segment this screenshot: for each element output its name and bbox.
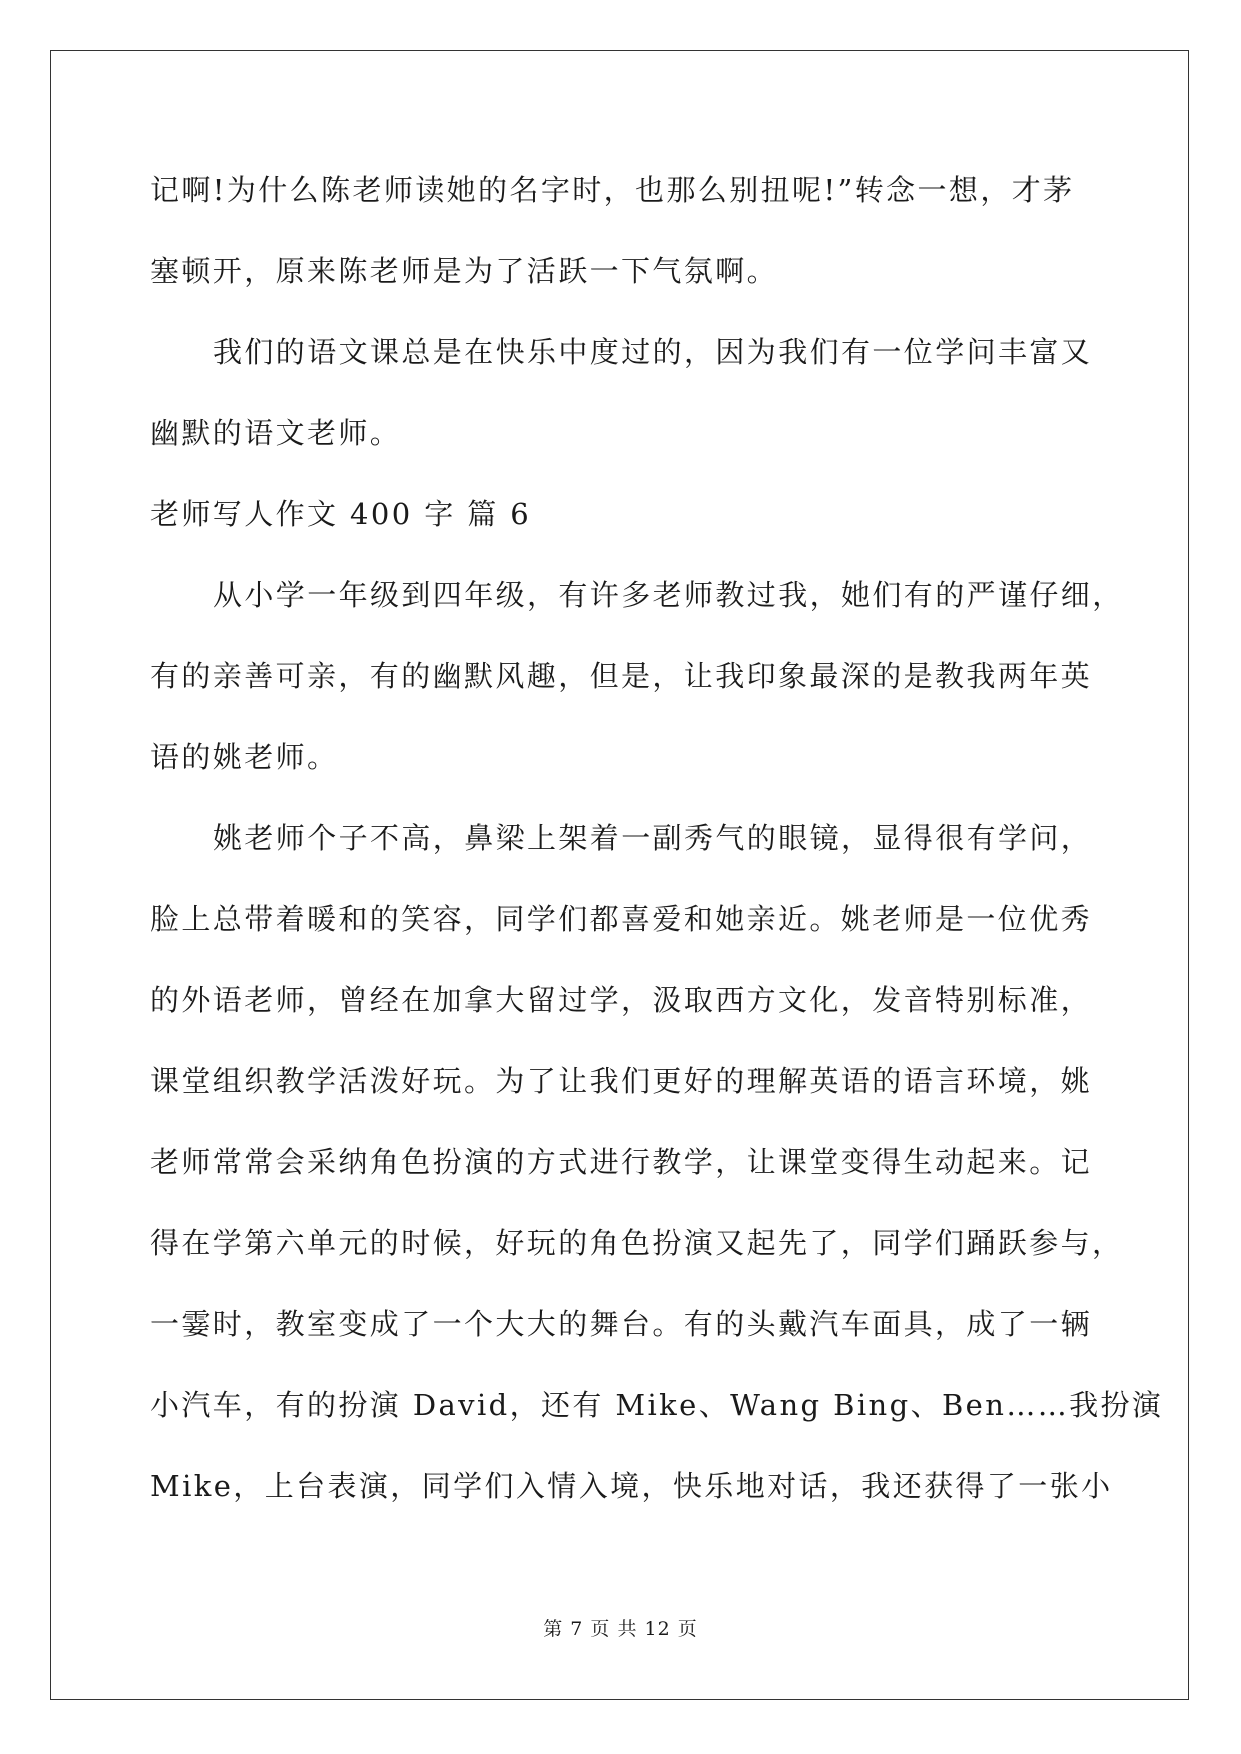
text-line: 脸上总带着暖和的笑容，同学们都喜爱和她亲近。姚老师是一位优秀 <box>150 902 1093 936</box>
page-number-footer: 第 7 页 共 12 页 <box>543 1618 698 1640</box>
text-line: Mike，上台表演，同学们入情入境，快乐地对话，我还获得了一张小 <box>150 1469 1113 1503</box>
text-line: 有的亲善可亲，有的幽默风趣，但是，让我印象最深的是教我两年英 <box>150 659 1093 693</box>
text-line: 的外语老师，曾经在加拿大留过学，汲取西方文化，发音特别标准， <box>150 983 1093 1017</box>
document-body <box>150 170 1164 1547</box>
text-line: 幽默的语文老师。 <box>150 416 402 450</box>
paragraph-start-line: 姚老师个子不高，鼻梁上架着一副秀气的眼镜，显得很有学问， <box>213 821 1093 855</box>
paragraph-start-line: 从小学一年级到四年级，有许多老师教过我，她们有的严谨仔细， <box>213 578 1124 612</box>
text-line: 课堂组织教学活泼好玩。为了让我们更好的理解英语的语言环境，姚 <box>150 1064 1093 1098</box>
text-line: 老师常常会采纳角色扮演的方式进行教学，让课堂变得生动起来。记 <box>150 1145 1093 1179</box>
text-line: 小汽车，有的扮演 David，还有 Mike、Wang Bing、Ben……我扮演 <box>150 1388 1164 1422</box>
section-heading: 老师写人作文 400 字 篇 6 <box>150 497 532 531</box>
paragraph-start-line: 我们的语文课总是在快乐中度过的，因为我们有一位学问丰富又 <box>213 335 1093 369</box>
text-line: 记啊!为什么陈老师读她的名字时，也那么别扭呢!”转念一想，才茅 <box>150 173 1075 207</box>
text-line: 一霎时，教室变成了一个大大的舞台。有的头戴汽车面具，成了一辆 <box>150 1307 1093 1341</box>
text-line: 得在学第六单元的时候，好玩的角色扮演又起先了，同学们踊跃参与， <box>150 1226 1124 1260</box>
text-line: 塞顿开，原来陈老师是为了活跃一下气氛啊。 <box>150 254 779 288</box>
text-line: 语的姚老师。 <box>150 740 339 774</box>
